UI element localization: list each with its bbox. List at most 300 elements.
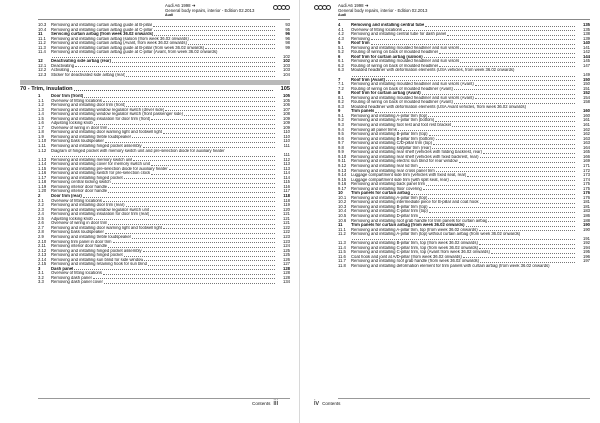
entry-page: 176: [583, 190, 590, 196]
audi-logo: [314, 5, 331, 10]
entry-page: 188: [583, 217, 590, 223]
entry-title: Removing and installing B-pillar trim, top (from week 36.02 onwards): [351, 241, 478, 246]
entry-number: 1.9: [38, 133, 44, 139]
entry-number: 12: [38, 58, 43, 64]
entry-page: 192: [583, 240, 590, 246]
entry-page: 151: [583, 85, 590, 91]
entry-page: 93: [285, 22, 290, 27]
entry-title: Removing and installing rear cross panel trim: [351, 168, 435, 173]
entry-title: Removing and installing insulation for door trim (front): [51, 116, 151, 121]
entry-title: Removing and installing electric sun blind for rear window: [351, 159, 458, 164]
entry-title: Removing and installing B-pillar trim (top): [351, 132, 428, 137]
dot-leader: [398, 130, 575, 131]
entry-page: 118: [283, 193, 290, 199]
entry-page: 119: [283, 202, 290, 208]
toc-entry[interactable]: [338, 264, 590, 269]
dot-leader: [70, 71, 275, 72]
entry-page: 109: [283, 120, 290, 126]
entry-page: 175: [583, 185, 590, 191]
entry-page: 110: [283, 133, 290, 139]
entry-title: Overview of wiring in door trim: [51, 221, 108, 226]
brand-text: Audi: [165, 13, 173, 18]
entry-number: 4.3: [338, 35, 344, 41]
entry-title: Overview of fitting locations: [351, 27, 402, 32]
dot-leader: [105, 142, 275, 143]
header-title: Audi A6 1998 ➜: [165, 3, 196, 8]
entry-number: 9.15: [338, 176, 347, 182]
entry-title: Removing and installing window regulator switch (driver side): [51, 107, 165, 112]
dot-leader: [83, 197, 275, 198]
entry-title: Removing and installing treble loudspeaker: [51, 234, 132, 239]
entry-number: 1.8: [38, 129, 44, 135]
audi-logo: [273, 5, 290, 10]
entry-page: 152: [583, 90, 590, 96]
entry-number: 9.6: [338, 135, 344, 141]
entry-title: Removing and installing deformation element for trim panels with curtain airbag (from week 36.02 onwards): [351, 263, 550, 268]
entry-page: 149: [583, 72, 590, 78]
dot-leader: [352, 239, 575, 240]
entry-number: 11.2: [338, 231, 346, 237]
entry-number: 11.2: [38, 40, 46, 46]
dot-leader: [483, 153, 575, 154]
entry-page: 161: [583, 117, 590, 123]
dot-leader: [151, 174, 275, 175]
dot-leader: [454, 103, 575, 104]
entry-page: 127: [283, 261, 290, 267]
entry-page: 121: [283, 215, 290, 221]
entry-page: 96: [285, 31, 290, 37]
entry-number: 1.1: [38, 97, 44, 103]
entry-title: Removing and installing D-pillar trim: [351, 213, 419, 218]
dot-leader: [429, 135, 575, 136]
dot-leader: [425, 26, 575, 27]
entry-number: 4: [338, 22, 341, 27]
entry-page: 166: [583, 153, 590, 159]
entry-page: 163: [583, 135, 590, 141]
entry-title: Removing and installing central tube: [351, 23, 425, 27]
entry-page: 108: [283, 111, 290, 117]
entry-number: 10: [338, 190, 343, 196]
entry-number: 8.3: [338, 103, 344, 109]
entry-title: Removing and installing foot rest and foot rest bracket: [351, 123, 452, 128]
entry-title: Removing and installing B-pillar trim (top): [351, 204, 428, 209]
entry-title: Removing and installing floor covering: [351, 186, 422, 191]
entry-number: 1.14: [38, 161, 47, 167]
entry-number: 5.2: [338, 49, 344, 55]
entry-number: 11.4: [38, 49, 46, 55]
entry-number: 1.7: [38, 124, 44, 130]
entry-number: 10.2: [338, 199, 347, 205]
entry-page: 169: [583, 158, 590, 164]
dot-leader: [475, 85, 575, 86]
entry-page: 191: [583, 235, 590, 241]
dot-leader: [479, 244, 575, 245]
entry-title: Overview of wiring in door trim: [51, 125, 108, 130]
entry-number: 6.1: [338, 58, 344, 64]
entry-page: 186: [583, 212, 590, 218]
entry-page: 122: [283, 229, 290, 235]
entry-number: 12.3: [38, 72, 47, 78]
entry-page: 123: [283, 238, 290, 244]
footer-label: Contents: [322, 401, 341, 406]
entry-number: 11.3: [38, 44, 46, 50]
entry-number: 9.7: [338, 140, 344, 146]
dot-leader: [447, 35, 575, 36]
entry-page: 126: [283, 256, 290, 262]
entry-title: Removing and installing C/D-pillar trim (top): [351, 141, 432, 146]
entry-title: Removing: [351, 36, 370, 41]
entry-title: Servicing curtain airbag (from week 36.02 onwards): [51, 32, 154, 37]
entry-page: 181: [583, 203, 590, 209]
entry-number: 1.17: [38, 174, 47, 180]
entry-title: Removing and installing insulation for door trim (rear): [51, 212, 150, 217]
dot-leader: [419, 167, 575, 168]
entry-number: 11.5: [338, 249, 346, 255]
entry-page: 145: [583, 58, 590, 64]
entry-page: 195: [583, 249, 590, 255]
entry-number: 2.10: [38, 238, 47, 244]
entry-title: Door trim (rear): [51, 194, 82, 199]
page-footer: [252, 400, 278, 407]
entry-page: 174: [583, 176, 590, 182]
page-number: iv: [314, 400, 320, 407]
entry-title: Removing dash panel cover: [51, 280, 103, 285]
entry-page: 114: [283, 170, 290, 176]
entry-page: 102: [283, 58, 290, 64]
entry-number: 3.3: [38, 279, 44, 285]
entry-number: 10.4: [38, 26, 47, 32]
dot-leader: [429, 207, 575, 208]
dot-leader: [475, 98, 575, 99]
entry-number: 9.14: [338, 172, 347, 178]
right-page: [300, 0, 600, 423]
entry-title: Removing and installing door trim (rear): [51, 203, 125, 208]
entry-title: Dash panel: [51, 266, 74, 271]
dot-leader: [150, 215, 275, 216]
entry-number: 2.7: [38, 224, 44, 230]
entry-number: 9.13: [338, 167, 347, 173]
toc-entry[interactable]: [338, 68, 590, 73]
dot-leader: [144, 260, 275, 261]
entry-number: 4.1: [338, 26, 344, 32]
entry-number: 11.4: [338, 244, 346, 250]
entry-number: 2.11: [38, 243, 46, 249]
entry-title: Removing and installing B-pillar trim (bottom): [351, 136, 435, 141]
entry-number: 1.16: [38, 170, 47, 176]
entry-title: Luggage compartment side trim (vehicles with fixed seat, rear): [351, 173, 467, 178]
entry-number: 2.3: [38, 206, 44, 212]
dot-leader: [151, 165, 275, 166]
dot-leader: [150, 210, 275, 211]
entry-number: 2.8: [38, 229, 44, 235]
entry-page: 121: [283, 220, 290, 226]
entry-title: Luggage compartment side trim (with split seat, rear): [351, 177, 449, 182]
entry-page: 162: [583, 131, 590, 137]
entry-page: 164: [583, 144, 590, 150]
entry-page: 138: [583, 31, 590, 37]
entry-title: Trim panels for curtain airbag (from week 36.02 onwards): [351, 223, 465, 228]
entry-title: Removing and installing A-pillar trim (top) without curtain airbag (from week 36.02 onwards): [351, 232, 521, 237]
header-subtitle: General body repairs, interior - Edition 02.2013: [338, 8, 428, 14]
entry-title: Removing and installing C-pillar trim (top): [351, 209, 428, 214]
toc-entry[interactable]: [38, 50, 290, 55]
brand-text: Audi: [338, 13, 346, 18]
dot-leader: [188, 44, 275, 45]
entry-number: 1.3: [38, 106, 44, 112]
entry-page: 125: [283, 252, 290, 258]
entry-title: Removing and installing hinged pocket assembly: [51, 144, 142, 149]
entry-title: Removing and installing curtain airbag guide at B-pillar (from week 36.02 onwards): [51, 45, 205, 50]
dot-leader: [428, 198, 575, 199]
entry-number: 10.5: [338, 212, 347, 218]
dot-leader: [466, 226, 575, 227]
entry-number: 8: [338, 90, 341, 96]
dot-leader: [463, 257, 575, 258]
entry-title: Removing and installing hinged pocket assembly: [51, 248, 142, 253]
entry-title: Removing and installing memory switch unit: [51, 157, 133, 162]
entry-page: 111: [283, 143, 290, 149]
dot-leader: [143, 147, 275, 148]
entry-number: 10.1: [338, 194, 347, 200]
entry-number: 11.6: [338, 253, 346, 259]
entry-page: 162: [583, 126, 590, 132]
entry-number: 1.20: [38, 188, 47, 194]
entry-number: 9.2: [338, 117, 344, 123]
entry-number: 11.7: [338, 258, 346, 264]
dot-leader: [112, 183, 275, 184]
entry-page: 150: [583, 76, 590, 82]
chapter-heading: [20, 86, 290, 92]
dot-leader: [108, 187, 275, 188]
dot-leader: [124, 256, 275, 257]
entry-page: 172: [583, 167, 590, 173]
entry-number: 3: [38, 265, 41, 271]
entry-title: Deactivating side airbag (rear): [51, 59, 112, 64]
page-number: iii: [273, 400, 279, 407]
dot-leader: [94, 124, 275, 125]
entry-page: 175: [583, 181, 590, 187]
entry-page: 121: [283, 211, 290, 217]
entry-number: 11.1: [338, 226, 346, 232]
entry-title: Removing and installing C-pillar trim, top (from week 36.02 onwards): [351, 245, 479, 250]
entry-page: 161: [583, 122, 590, 128]
entry-page: 117: [283, 188, 290, 194]
entry-page: 113: [283, 161, 290, 167]
entry-number: 1.2: [38, 102, 44, 108]
dot-leader: [432, 148, 575, 149]
dot-leader: [126, 206, 275, 207]
entry-page: 111: [283, 152, 290, 158]
toc-entry[interactable]: [38, 73, 290, 78]
entry-number: 3.1: [38, 270, 44, 276]
dot-leader: [439, 66, 575, 67]
entry-title: Removing and installing rear shelf (vehicles with folding backrest, rear): [351, 150, 483, 155]
toc-entry[interactable]: [338, 232, 590, 237]
entry-title: Removing and installing rear lid trim: [351, 163, 418, 168]
entry-page: 105: [283, 93, 290, 98]
dot-leader: [153, 26, 275, 27]
entry-title: Removing and installing A-pillar trim (bottom): [351, 118, 435, 123]
entry-title: Adjusting locking knob: [51, 121, 93, 126]
entry-title: Removing and installing window regulator switch unit: [51, 207, 149, 212]
entry-title: Roof trim for curtain airbag (Avant): [351, 91, 421, 96]
entry-number: 2.13: [38, 252, 47, 258]
entry-page: 154: [583, 94, 590, 100]
dot-leader: [154, 30, 276, 31]
dot-leader: [352, 76, 575, 77]
toc-entry[interactable]: [38, 280, 290, 285]
entry-number: 2.1: [38, 197, 44, 203]
entry-page: 104: [283, 72, 290, 78]
entry-number: 9.16: [338, 181, 347, 187]
header-subtitle: General body repairs, interior - Edition 02.2013: [165, 8, 255, 14]
toc-entry[interactable]: [338, 105, 590, 110]
entry-number: 9.9: [338, 149, 344, 155]
entry-page: 114: [283, 174, 290, 180]
entry-page: 150: [583, 81, 590, 87]
dot-leader: [163, 133, 275, 134]
entry-page: 113: [283, 165, 290, 171]
dot-leader: [479, 248, 575, 249]
entry-page: 112: [283, 156, 290, 162]
entry-page: 118: [283, 197, 290, 203]
dot-leader: [124, 178, 275, 179]
dot-leader: [422, 94, 575, 95]
entry-title: Removing and installing sill/pillar trim (rear): [351, 145, 432, 150]
entry-number: 11.3: [338, 240, 346, 246]
entry-page: 102: [283, 53, 290, 59]
entry-number: 9.4: [338, 126, 344, 132]
entry-title: Routing of wiring on back of moulded headliner: [351, 63, 439, 68]
entry-number: 3.2: [38, 274, 44, 280]
entry-number: 11.1: [38, 35, 46, 41]
dot-leader: [154, 35, 275, 36]
entry-number: 2.2: [38, 202, 44, 208]
entry-number: 5: [338, 40, 341, 46]
entry-number: 12.1: [38, 62, 47, 68]
dot-leader: [479, 230, 575, 231]
dot-leader: [112, 62, 275, 63]
entry-number: 6: [338, 53, 341, 59]
toc-list: [338, 23, 590, 269]
entry-number: 7.1: [338, 81, 344, 87]
entry-number: 1.5: [38, 115, 44, 121]
dot-leader: [108, 128, 275, 129]
chapter-title: 70 - Trim, insulation: [20, 86, 73, 92]
entry-title: Removing dash panel: [51, 275, 92, 280]
dot-leader: [151, 119, 275, 120]
entry-title: Removing all panel trims: [351, 127, 397, 132]
entry-title: Removing interior door handle: [51, 189, 108, 194]
entry-number: 2: [38, 193, 41, 199]
dot-leader: [375, 112, 575, 113]
toc-entry[interactable]: [38, 149, 290, 154]
entry-number: 9.8: [338, 144, 344, 150]
dot-leader: [132, 137, 275, 138]
dot-leader: [436, 139, 575, 140]
entry-page: 171: [583, 162, 590, 168]
entry-number: 9.10: [338, 153, 347, 159]
entry-page: 135: [583, 26, 590, 32]
entry-page: 124: [283, 243, 290, 249]
entry-page: 135: [583, 22, 590, 27]
dot-leader: [108, 247, 275, 248]
entry-number: 11: [38, 31, 43, 37]
dot-leader: [169, 169, 275, 170]
entry-title: Removing and installing rear shelf (vehicles with fixed backrest, rear): [351, 154, 479, 159]
entry-page: 115: [283, 179, 290, 185]
entry-page: 103: [283, 67, 290, 73]
dot-leader: [103, 101, 275, 102]
entry-page: 160: [583, 108, 590, 114]
dot-leader: [113, 242, 275, 243]
dot-leader: [419, 217, 575, 218]
entry-number: 10.3: [338, 203, 347, 209]
entry-title: Removing and installing moulded headliner and sun visors: [351, 59, 460, 64]
entry-title: Removing and installing intermediate piece for B-pillar and coat hook: [351, 200, 479, 205]
dot-leader: [452, 126, 575, 127]
dot-leader: [411, 194, 575, 195]
entry-number: 2.14: [38, 256, 47, 262]
entry-number: 8.1: [338, 94, 344, 100]
header-rule: [338, 19, 590, 20]
dot-leader: [105, 233, 275, 234]
chapter-bar: [20, 80, 290, 85]
entry-number: 5.1: [338, 44, 344, 50]
entry-number: 1.18: [38, 179, 47, 185]
entry-page: 120: [283, 206, 290, 212]
entry-title: Sticker for deactivated side airbag (rear): [51, 73, 126, 78]
entry-title: Coat hook and joint at A/D-pillar (from week 36.02 onwards): [351, 254, 462, 259]
entry-title: Overview of fitting locations: [51, 198, 102, 203]
entry-number: 7.2: [338, 85, 344, 91]
dot-leader: [488, 221, 575, 222]
entry-title: Removing and installing door warning light and footwell light: [51, 130, 163, 135]
dot-leader: [75, 66, 275, 67]
entry-page: 181: [583, 199, 590, 205]
dot-leader: [480, 262, 575, 263]
entry-page: 123: [283, 233, 290, 239]
dot-leader: [93, 278, 275, 279]
dot-leader: [52, 57, 275, 58]
entry-page: 134: [283, 279, 290, 285]
entry-number: 2.12: [38, 247, 47, 253]
entry-title: Moulded headliner with deformation elements (USA Avant vehicles, from week 36.02 onwards): [351, 104, 526, 109]
entry-title: Removing and installing switch for pre-selection clock: [51, 171, 151, 176]
entry-title: Moulded headliner with deformation elements (USA vehicles, from week 36.02 onwards): [351, 68, 515, 73]
entry-page: 163: [583, 140, 590, 146]
entry-title: Removing central locking switch: [51, 180, 111, 185]
dot-leader: [460, 48, 575, 49]
header-rule: [38, 19, 290, 20]
entry-number: 9: [338, 108, 341, 114]
dot-leader: [103, 274, 275, 275]
dot-leader: [103, 201, 275, 202]
entry-number: 1.11: [38, 143, 46, 149]
entry-page: 109: [283, 115, 290, 121]
dot-leader: [436, 171, 575, 172]
entry-page: 139: [583, 35, 590, 41]
toc-list: [38, 23, 290, 78]
entry-number: 12.2: [38, 67, 47, 73]
entry-number: 1.19: [38, 183, 47, 189]
entry-page: 141: [583, 44, 590, 50]
entry-page: 95: [285, 26, 290, 32]
dot-leader: [386, 80, 575, 81]
dot-leader: [480, 203, 575, 204]
entry-title: Removing and installing C-pillar trim, top (Avant from week 36.02 onwards): [351, 250, 490, 255]
dot-leader: [429, 212, 575, 213]
